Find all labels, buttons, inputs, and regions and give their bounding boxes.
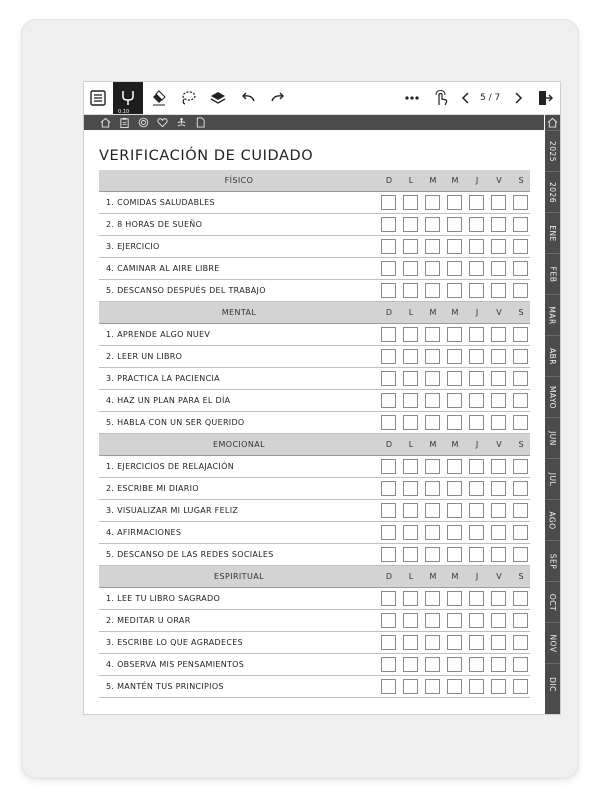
- day-checkbox[interactable]: [447, 239, 462, 254]
- checklist-item-label: 1. COMIDAS SALUDABLES: [106, 198, 215, 207]
- day-header: M: [451, 176, 459, 185]
- day-checkbox[interactable]: [491, 415, 506, 430]
- sidebar-tab-oct[interactable]: OCT: [545, 581, 560, 623]
- lasso-icon[interactable]: [174, 82, 202, 114]
- day-header: J: [475, 176, 479, 185]
- section-category: EMOCIONAL: [212, 440, 265, 449]
- checklist-row: [99, 522, 530, 544]
- day-checkbox[interactable]: [403, 239, 418, 254]
- document-icon[interactable]: [194, 116, 206, 129]
- day-checkbox[interactable]: [447, 657, 462, 672]
- checklist-row: [99, 544, 530, 566]
- day-checkbox[interactable]: [403, 195, 418, 210]
- day-checkbox[interactable]: [447, 547, 462, 562]
- day-checkbox[interactable]: [425, 481, 440, 496]
- sidebar-tab-ene[interactable]: ENE: [545, 212, 560, 254]
- day-header: M: [451, 440, 459, 449]
- day-checkbox[interactable]: [469, 195, 484, 210]
- day-header: L: [408, 572, 414, 581]
- checklist-row: [99, 324, 530, 346]
- day-checkbox[interactable]: [491, 217, 506, 232]
- checklist-row: [99, 456, 530, 478]
- checklist-item-label: 2. MEDITAR U ORAR: [106, 616, 191, 625]
- day-checkbox[interactable]: [469, 503, 484, 518]
- sidebar-tab-2025[interactable]: 2025: [545, 130, 560, 172]
- section-header: [99, 434, 530, 456]
- checklist-row: [99, 214, 530, 236]
- day-header: S: [518, 308, 524, 317]
- checklist-item-label: 1. APRENDE ALGO NUEV: [106, 330, 211, 339]
- day-checkbox[interactable]: [425, 657, 440, 672]
- checklist-item-label: 2. LEER UN LIBRO: [106, 352, 183, 361]
- next-page-icon[interactable]: [508, 82, 528, 114]
- day-checkbox[interactable]: [491, 679, 506, 694]
- heart-icon[interactable]: [156, 116, 168, 129]
- checklist-row: [99, 390, 530, 412]
- checklist-row: [99, 588, 530, 610]
- checklist-row: [99, 676, 530, 698]
- sidebar-tab-mayo[interactable]: MAYO: [545, 376, 560, 418]
- day-checkbox[interactable]: [425, 349, 440, 364]
- checklist-item-label: 3. EJERCICIO: [106, 242, 160, 251]
- day-checkbox[interactable]: [469, 327, 484, 342]
- day-checkbox[interactable]: [447, 415, 462, 430]
- sidebar-tab-jun[interactable]: JUN: [545, 417, 560, 459]
- day-checkbox[interactable]: [513, 591, 528, 606]
- day-header: L: [408, 440, 414, 449]
- day-checkbox[interactable]: [425, 283, 440, 298]
- day-checkbox[interactable]: [381, 613, 396, 628]
- eraser-icon[interactable]: [145, 82, 173, 114]
- day-checkbox[interactable]: [403, 261, 418, 276]
- day-checkbox[interactable]: [513, 283, 528, 298]
- checklist-row: [99, 412, 530, 434]
- day-checkbox[interactable]: [469, 591, 484, 606]
- day-header: S: [518, 176, 524, 185]
- day-checkbox[interactable]: [425, 503, 440, 518]
- checklist-item-label: 5. DESCANSO DE LAS REDES SOCIALES: [106, 550, 274, 559]
- sidebar-tab-jul[interactable]: JUL: [545, 458, 560, 500]
- day-header: D: [385, 440, 393, 449]
- list-icon[interactable]: [84, 82, 112, 114]
- day-checkbox[interactable]: [447, 679, 462, 694]
- day-checkbox[interactable]: [513, 393, 528, 408]
- day-header: S: [518, 440, 524, 449]
- day-checkbox[interactable]: [381, 635, 396, 650]
- day-checkbox[interactable]: [447, 459, 462, 474]
- day-checkbox[interactable]: [469, 613, 484, 628]
- checklist-row: [99, 654, 530, 676]
- clipboard-icon[interactable]: [118, 116, 130, 129]
- day-checkbox[interactable]: [447, 371, 462, 386]
- day-header: V: [496, 440, 502, 449]
- day-checkbox[interactable]: [491, 239, 506, 254]
- day-checkbox[interactable]: [447, 591, 462, 606]
- day-checkbox[interactable]: [469, 459, 484, 474]
- section-header: [99, 566, 530, 588]
- day-checkbox[interactable]: [513, 239, 528, 254]
- day-checkbox[interactable]: [381, 679, 396, 694]
- day-checkbox[interactable]: [513, 459, 528, 474]
- day-checkbox[interactable]: [513, 503, 528, 518]
- home-icon[interactable]: [99, 116, 111, 129]
- top-toolbar: [84, 82, 560, 115]
- day-checkbox[interactable]: [381, 261, 396, 276]
- checklist-item-label: 4. AFIRMACIONES: [106, 528, 182, 537]
- checklist-item-label: 4. OBSERVA MIS PENSAMIENTOS: [106, 660, 245, 669]
- checklist-item-label: 4. CAMINAR AL AIRE LIBRE: [106, 264, 220, 273]
- day-checkbox[interactable]: [403, 547, 418, 562]
- day-header: M: [429, 176, 437, 185]
- checklist-item-label: 1. EJERCICIOS DE RELAJACIÓN: [106, 462, 234, 471]
- day-checkbox[interactable]: [447, 349, 462, 364]
- day-checkbox[interactable]: [425, 591, 440, 606]
- day-checkbox[interactable]: [403, 283, 418, 298]
- day-checkbox[interactable]: [381, 657, 396, 672]
- day-checkbox[interactable]: [513, 371, 528, 386]
- day-checkbox[interactable]: [403, 503, 418, 518]
- day-checkbox[interactable]: [425, 415, 440, 430]
- day-checkbox[interactable]: [469, 657, 484, 672]
- day-checkbox[interactable]: [403, 393, 418, 408]
- checklist-item-label: 3. PRACTICA LA PACIENCIA: [106, 374, 220, 383]
- day-checkbox[interactable]: [425, 459, 440, 474]
- section-category: ESPIRITUAL: [214, 572, 264, 581]
- day-checkbox[interactable]: [403, 679, 418, 694]
- layers-icon[interactable]: [204, 82, 232, 114]
- day-checkbox[interactable]: [447, 195, 462, 210]
- day-checkbox[interactable]: [447, 481, 462, 496]
- day-checkbox[interactable]: [403, 613, 418, 628]
- day-checkbox[interactable]: [403, 327, 418, 342]
- day-checkbox[interactable]: [425, 371, 440, 386]
- day-checkbox[interactable]: [513, 679, 528, 694]
- day-header: L: [408, 176, 414, 185]
- section-header: [99, 170, 530, 192]
- day-checkbox[interactable]: [469, 349, 484, 364]
- target-icon[interactable]: [137, 116, 149, 129]
- section-category: MENTAL: [221, 308, 257, 317]
- sidebar-tab-dic[interactable]: DIC: [545, 663, 560, 705]
- day-header: D: [385, 308, 393, 317]
- day-checkbox[interactable]: [513, 635, 528, 650]
- day-checkbox[interactable]: [425, 679, 440, 694]
- day-header: J: [475, 572, 479, 581]
- day-checkbox[interactable]: [491, 503, 506, 518]
- day-checkbox[interactable]: [381, 525, 396, 540]
- day-checkbox[interactable]: [425, 635, 440, 650]
- day-checkbox[interactable]: [469, 547, 484, 562]
- day-checkbox[interactable]: [513, 525, 528, 540]
- sidebar-tab-feb[interactable]: FEB: [545, 253, 560, 295]
- day-checkbox[interactable]: [469, 635, 484, 650]
- checklist-item-label: 3. ESCRIBE LO QUE AGRADECES: [106, 638, 243, 647]
- day-checkbox[interactable]: [491, 481, 506, 496]
- checklist-item-label: 4. HAZ UN PLAN PARA EL DÍA: [106, 396, 231, 405]
- day-checkbox[interactable]: [381, 371, 396, 386]
- touch-icon[interactable]: [427, 82, 455, 114]
- checklist-row: [99, 368, 530, 390]
- day-header: M: [451, 308, 459, 317]
- meditation-icon[interactable]: [175, 116, 187, 129]
- checklist-row: [99, 478, 530, 500]
- redo-icon[interactable]: [264, 82, 292, 114]
- day-checkbox[interactable]: [425, 547, 440, 562]
- day-checkbox[interactable]: [513, 327, 528, 342]
- day-checkbox[interactable]: [513, 481, 528, 496]
- day-header: D: [385, 572, 393, 581]
- checklist-row: [99, 236, 530, 258]
- day-checkbox[interactable]: [425, 327, 440, 342]
- exit-icon[interactable]: [531, 82, 559, 114]
- day-checkbox[interactable]: [425, 239, 440, 254]
- checklist-row: [99, 280, 530, 302]
- sidebar-tab-ago[interactable]: AGO: [545, 499, 560, 541]
- day-checkbox[interactable]: [447, 635, 462, 650]
- day-checkbox[interactable]: [491, 613, 506, 628]
- day-checkbox[interactable]: [447, 525, 462, 540]
- day-checkbox[interactable]: [381, 503, 396, 518]
- day-checkbox[interactable]: [403, 217, 418, 232]
- section-header: [99, 302, 530, 324]
- self-care-checklist: [99, 170, 530, 698]
- more-icon[interactable]: [398, 82, 426, 114]
- checklist-item-label: 5. MANTÉN TUS PRINCIPIOS: [106, 682, 224, 691]
- day-checkbox[interactable]: [469, 679, 484, 694]
- section-category: FÍSICO: [224, 176, 254, 185]
- checklist-item-label: 5. HABLA CON UN SER QUERIDO: [106, 418, 245, 427]
- day-checkbox[interactable]: [403, 371, 418, 386]
- day-checkbox[interactable]: [469, 371, 484, 386]
- quick-nav-bar: [84, 115, 544, 130]
- checklist-row: [99, 346, 530, 368]
- day-checkbox[interactable]: [491, 371, 506, 386]
- page-counter: 5 / 7: [480, 93, 501, 103]
- checklist-item-label: 3. VISUALIZAR MI LUGAR FELIZ: [106, 506, 239, 515]
- day-checkbox[interactable]: [403, 349, 418, 364]
- day-checkbox[interactable]: [403, 459, 418, 474]
- checklist-row: [99, 610, 530, 632]
- day-header: M: [451, 572, 459, 581]
- day-header: V: [496, 176, 502, 185]
- day-checkbox[interactable]: [447, 503, 462, 518]
- day-checkbox[interactable]: [425, 261, 440, 276]
- day-header: V: [496, 572, 502, 581]
- day-checkbox[interactable]: [491, 283, 506, 298]
- day-checkbox[interactable]: [447, 393, 462, 408]
- day-checkbox[interactable]: [381, 239, 396, 254]
- day-checkbox[interactable]: [513, 613, 528, 628]
- checklist-row: [99, 258, 530, 280]
- day-checkbox[interactable]: [513, 261, 528, 276]
- day-checkbox[interactable]: [513, 657, 528, 672]
- tablet-frame: [22, 20, 578, 778]
- pen-icon[interactable]: [113, 82, 143, 114]
- checklist-row: [99, 632, 530, 654]
- day-checkbox[interactable]: [491, 261, 506, 276]
- day-checkbox[interactable]: [447, 327, 462, 342]
- day-checkbox[interactable]: [381, 415, 396, 430]
- day-checkbox[interactable]: [381, 547, 396, 562]
- day-checkbox[interactable]: [469, 415, 484, 430]
- day-checkbox[interactable]: [469, 239, 484, 254]
- tablet-screen: [83, 81, 561, 715]
- day-checkbox[interactable]: [513, 217, 528, 232]
- day-checkbox[interactable]: [381, 349, 396, 364]
- day-header: V: [496, 308, 502, 317]
- sidebar-tab-2026[interactable]: 2026: [545, 171, 560, 213]
- day-checkbox[interactable]: [469, 283, 484, 298]
- day-checkbox[interactable]: [491, 525, 506, 540]
- undo-icon[interactable]: [234, 82, 262, 114]
- day-checkbox[interactable]: [447, 613, 462, 628]
- calendar-sidebar: [545, 115, 560, 714]
- day-checkbox[interactable]: [491, 349, 506, 364]
- day-checkbox[interactable]: [447, 261, 462, 276]
- day-checkbox[interactable]: [403, 591, 418, 606]
- checklist-item-label: 2. ESCRIBE MI DIARIO: [106, 484, 199, 493]
- day-checkbox[interactable]: [403, 635, 418, 650]
- day-checkbox[interactable]: [469, 261, 484, 276]
- day-checkbox[interactable]: [491, 657, 506, 672]
- checklist-item-label: 1. LEE TU LIBRO SAGRADO: [106, 594, 221, 603]
- day-header: M: [429, 440, 437, 449]
- day-checkbox[interactable]: [491, 393, 506, 408]
- day-checkbox[interactable]: [381, 195, 396, 210]
- sidebar-tab-abr[interactable]: ABR: [545, 335, 560, 377]
- day-checkbox[interactable]: [469, 525, 484, 540]
- day-checkbox[interactable]: [381, 591, 396, 606]
- day-header: M: [429, 308, 437, 317]
- day-checkbox[interactable]: [381, 283, 396, 298]
- day-checkbox[interactable]: [491, 459, 506, 474]
- day-checkbox[interactable]: [403, 525, 418, 540]
- day-checkbox[interactable]: [381, 217, 396, 232]
- day-checkbox[interactable]: [513, 349, 528, 364]
- day-checkbox[interactable]: [469, 217, 484, 232]
- day-checkbox[interactable]: [491, 591, 506, 606]
- checklist-row: [99, 500, 530, 522]
- day-checkbox[interactable]: [491, 635, 506, 650]
- day-header: L: [408, 308, 414, 317]
- day-checkbox[interactable]: [381, 481, 396, 496]
- day-checkbox[interactable]: [447, 283, 462, 298]
- sidebar-tab-mar[interactable]: MAR: [545, 294, 560, 336]
- day-checkbox[interactable]: [469, 393, 484, 408]
- day-checkbox[interactable]: [381, 327, 396, 342]
- prev-page-icon[interactable]: [456, 82, 476, 114]
- day-checkbox[interactable]: [491, 195, 506, 210]
- sidebar-tab-nov[interactable]: NOV: [545, 622, 560, 664]
- checklist-item-label: 5. DESCANSO DESPUÉS DEL TRABAJO: [106, 286, 266, 295]
- day-header: J: [475, 308, 479, 317]
- day-header: D: [385, 176, 393, 185]
- day-checkbox[interactable]: [425, 195, 440, 210]
- day-checkbox[interactable]: [469, 481, 484, 496]
- day-checkbox[interactable]: [381, 393, 396, 408]
- day-header: S: [518, 572, 524, 581]
- day-checkbox[interactable]: [513, 195, 528, 210]
- day-checkbox[interactable]: [491, 547, 506, 562]
- day-checkbox[interactable]: [513, 547, 528, 562]
- day-checkbox[interactable]: [491, 327, 506, 342]
- sidebar-home-icon[interactable]: [545, 115, 560, 130]
- day-checkbox[interactable]: [425, 525, 440, 540]
- day-checkbox[interactable]: [403, 481, 418, 496]
- day-checkbox[interactable]: [425, 217, 440, 232]
- day-checkbox[interactable]: [425, 613, 440, 628]
- day-checkbox[interactable]: [513, 415, 528, 430]
- day-checkbox[interactable]: [403, 415, 418, 430]
- day-checkbox[interactable]: [425, 393, 440, 408]
- sidebar-tab-sep[interactable]: SEP: [545, 540, 560, 582]
- checklist-row: [99, 192, 530, 214]
- day-checkbox[interactable]: [447, 217, 462, 232]
- page-title: VERIFICACIÓN DE CUIDADO: [99, 148, 314, 164]
- day-header: J: [475, 440, 479, 449]
- day-checkbox[interactable]: [381, 459, 396, 474]
- day-checkbox[interactable]: [403, 657, 418, 672]
- pen-size-label: 0.10: [118, 109, 130, 115]
- day-header: M: [429, 572, 437, 581]
- checklist-item-label: 2. 8 HORAS DE SUEÑO: [106, 220, 203, 229]
